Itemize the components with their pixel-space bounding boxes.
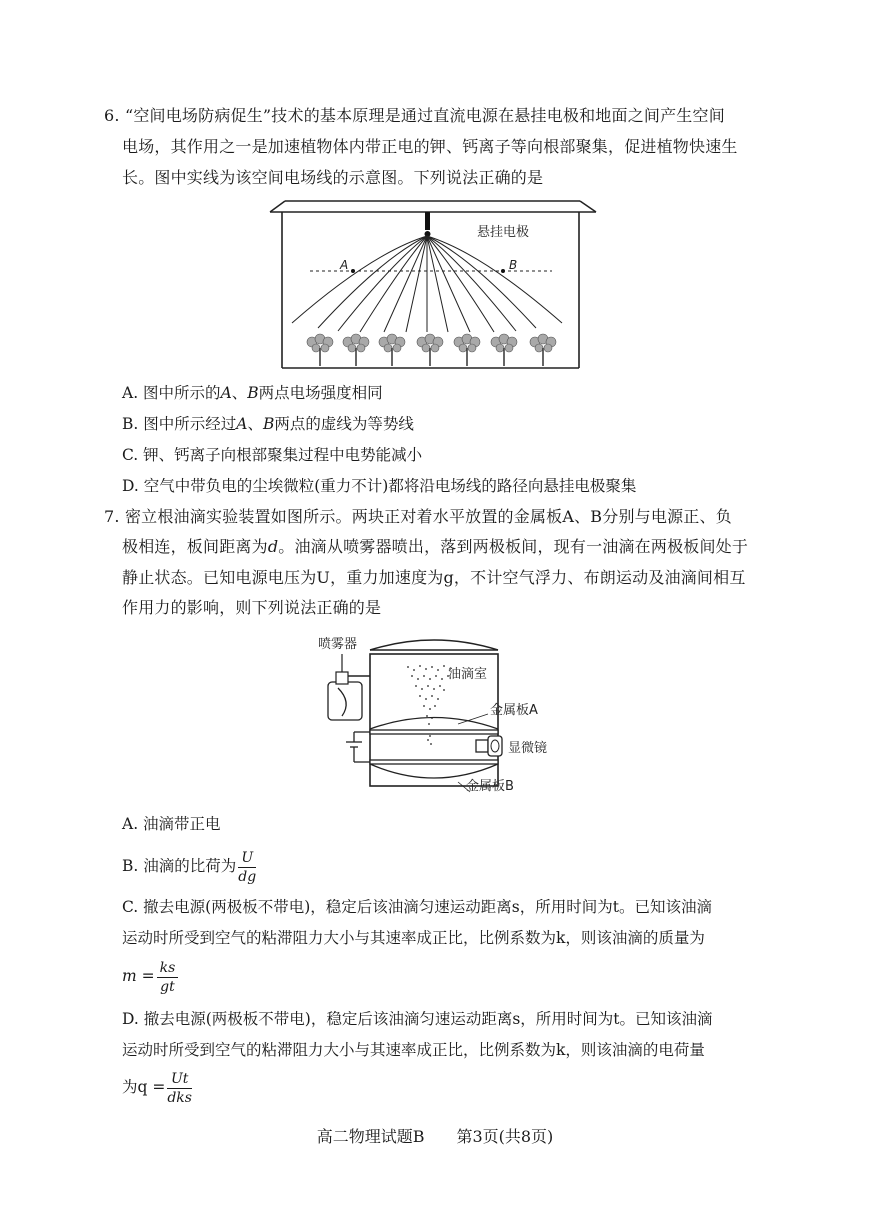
electrode-label: 悬挂电极 <box>477 225 530 240</box>
q7-c-fraction <box>157 959 179 996</box>
q7-d-denominator: dks <box>167 1089 192 1106</box>
point-a-label: A <box>340 258 349 272</box>
q7-b-pre: B. 油滴的比荷为 <box>122 857 237 875</box>
plant-row <box>307 334 556 366</box>
q7-d-pre: 为q = <box>122 1078 166 1096</box>
q7-option-c-line-3 <box>122 956 180 996</box>
page-footer: 高二物理试题B 第3页(共8页) <box>316 1127 554 1146</box>
q6-a-var-a: A <box>220 384 232 402</box>
q7-line-3: 静止状态。已知电源电压为U，重力加速度为g，不计空气浮力、布朗运动及油滴间相互 <box>122 568 746 587</box>
millikan-apparatus-figure <box>308 632 558 802</box>
electric-field-figure <box>262 198 602 374</box>
point-a <box>351 269 355 273</box>
metal-plate-a <box>370 730 498 734</box>
q6-option-d: D. 空气中带负电的尘埃微粒(重力不计)都将沿电场线的路径向悬挂电极聚集 <box>122 477 637 495</box>
q6-line-1: 6. “空间电场防病促生”技术的基本原理是通过直流电源在悬挂电极和地面之间产生空间 <box>104 106 725 125</box>
q7-line-2 <box>122 537 748 557</box>
q7-option-b <box>122 846 258 886</box>
q6-a-prefix: A. 图中所示的 <box>122 384 221 402</box>
q7-line-2-post: 。油滴从喷雾器喷出，落到两极板间，现有一油滴在两极板间处于 <box>278 537 749 556</box>
plate-b-label: 金属板B <box>466 779 514 794</box>
q6-b-var-b: B <box>262 415 275 433</box>
q7-b-fraction <box>238 849 256 886</box>
q7-c-numerator: ks <box>157 959 179 978</box>
q6-a-sep: 、 <box>231 384 248 402</box>
q7-line-2-pre: 极相连，板间距离为 <box>122 537 268 556</box>
q7-d-numerator: Ut <box>167 1070 192 1089</box>
chamber-label: 油滴室 <box>448 667 488 682</box>
q6-option-a <box>122 383 383 403</box>
q7-option-d-line-2: 运动时所受到空气的粘滞阻力大小与其速率成正比，比例系数为k，则该油滴的电荷量 <box>122 1041 705 1059</box>
q7-line-1: 7. 密立根油滴实验装置如图所示。两块正对着水平放置的金属板A、B分别与电源正、负 <box>104 507 732 526</box>
q7-option-d-line-3 <box>122 1067 194 1107</box>
q7-var-d: d <box>267 537 279 556</box>
q6-a-var-b: B <box>247 384 259 402</box>
q7-option-d-line-1: D. 撤去电源(两极板不带电)，稳定后该油滴匀速运动距离s，所用时间为t。已知该油滴 <box>122 1010 713 1028</box>
point-b <box>501 269 505 273</box>
q7-option-a: A. 油滴带正电 <box>122 815 221 833</box>
q7-d-fraction <box>167 1070 192 1107</box>
q6-line-2: 电场，其作用之一是加速植物体内带正电的钾、钙离子等向根部聚集，促进植物快速生 <box>122 137 738 156</box>
sprayer-device <box>328 654 370 720</box>
q7-line-4: 作用力的影响，则下列说法正确的是 <box>122 598 382 617</box>
electrode-rod <box>425 212 430 230</box>
q7-option-c-line-1: C. 撤去电源(两极板不带电)，稳定后该油滴匀速运动距离s，所用时间为t。已知该油滴 <box>122 898 712 916</box>
q7-b-denominator: dg <box>238 868 257 885</box>
q6-line-3: 长。图中实线为该空间电场线的示意图。下列说法正确的是 <box>122 168 544 187</box>
q7-c-denominator: gt <box>160 978 175 995</box>
q6-option-b <box>122 414 414 434</box>
q6-option-c: C. 钾、钙离子向根部聚集过程中电势能减小 <box>122 446 423 464</box>
q6-b-suffix: 两点的虚线为等势线 <box>274 415 414 433</box>
q7-option-c-line-2: 运动时所受到空气的粘滞阻力大小与其速率成正比，比例系数为k，则该油滴的质量为 <box>122 929 705 947</box>
battery <box>346 732 370 762</box>
q6-b-var-a: A <box>236 415 248 433</box>
q6-a-suffix: 两点电场强度相同 <box>258 384 383 402</box>
q7-c-pre: m = <box>122 967 155 985</box>
sprayer-label: 喷雾器 <box>318 637 358 652</box>
q6-b-sep: 、 <box>247 415 263 433</box>
microscope-label: 显微镜 <box>508 741 548 756</box>
microscope <box>476 736 502 756</box>
point-b-label: B <box>509 258 518 272</box>
q7-b-numerator: U <box>238 849 256 868</box>
q6-b-prefix: B. 图中所示经过 <box>122 415 237 433</box>
plate-a-label: 金属板A <box>490 703 538 718</box>
metal-plate-b <box>370 760 498 764</box>
